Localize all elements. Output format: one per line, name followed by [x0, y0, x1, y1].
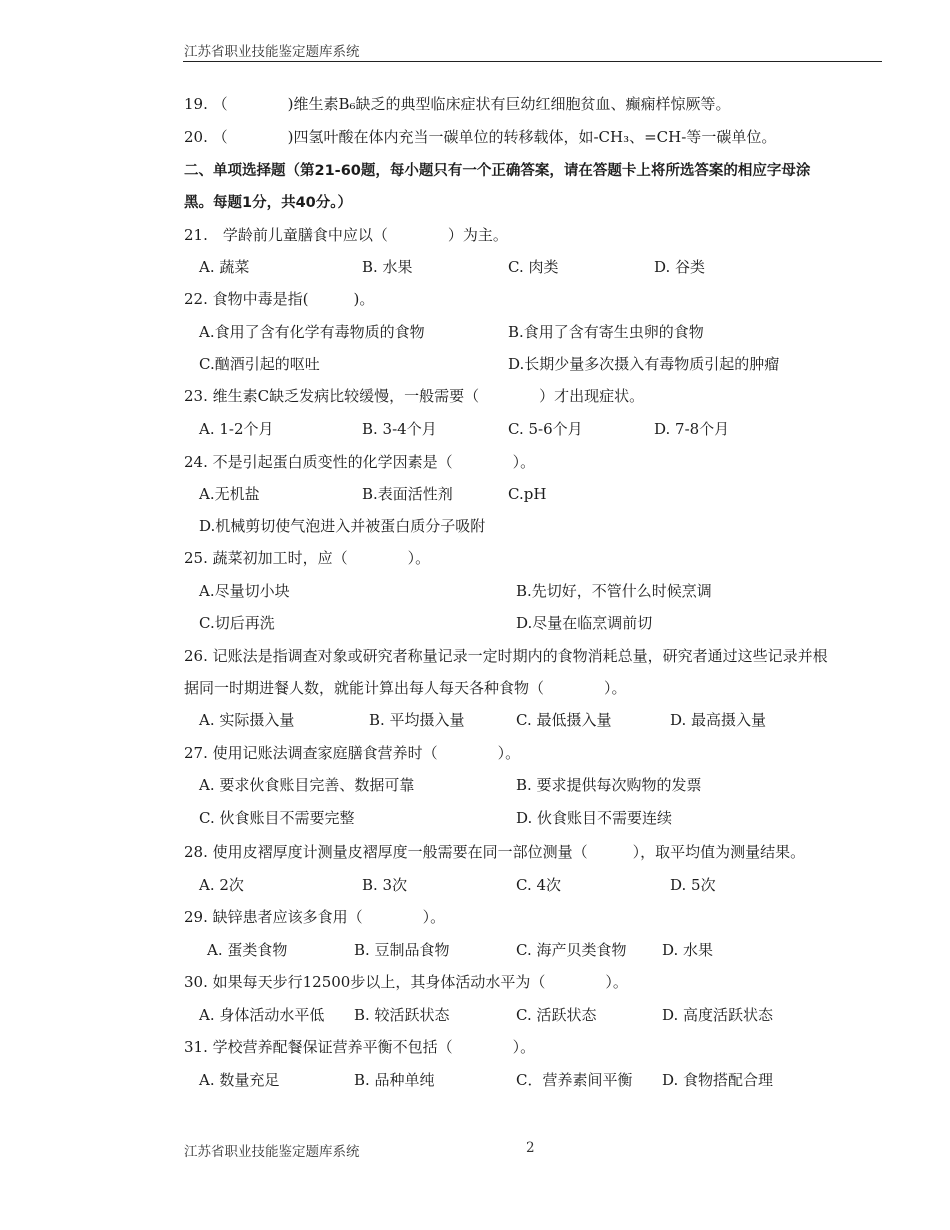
- question-23: 23. 维生素C缺乏发病比较缓慢，一般需要（ ）才出现症状。: [184, 387, 645, 405]
- option-31-b: B. 品种单纯: [354, 1071, 435, 1089]
- option-27-d: D. 伙食账目不需要连续: [516, 809, 673, 827]
- option-28-b: B. 3次: [362, 876, 408, 894]
- question-20: 20. （ )四氢叶酸在体内充当一碳单位的转移载体，如-CH₃、=CH-等一碳单位。: [184, 128, 777, 146]
- question-26-line1: 26. 记账法是指调查对象或研究者称量记录一定时期内的食物消耗总量，研究者通过这些记录并根: [184, 647, 828, 665]
- option-23-b: B. 3-4个月: [362, 420, 437, 438]
- option-29-b: B. 豆制品食物: [354, 941, 450, 959]
- question-29: 29. 缺锌患者应该多食用（ ）。: [184, 908, 446, 926]
- question-27: 27. 使用记账法调查家庭膳食营养时（ ）。: [184, 744, 521, 762]
- option-22-a: A.食用了含有化学有毒物质的食物: [199, 323, 425, 341]
- option-30-b: B. 较活跃状态: [354, 1006, 450, 1024]
- question-24: 24. 不是引起蛋白质变性的化学因素是（ ）。: [184, 453, 536, 471]
- option-24-a: A.无机盐: [199, 485, 260, 503]
- option-25-a: A.尽量切小块: [199, 582, 290, 600]
- option-29-d: D. 水果: [662, 941, 714, 959]
- option-29-c: C. 海产贝类食物: [516, 941, 627, 959]
- option-25-b: B.先切好，不管什么时候烹调: [516, 582, 712, 600]
- option-22-d: D.长期少量多次摄入有毒物质引起的肿瘤: [508, 355, 780, 373]
- question-22: 22. 食物中毒是指( )。: [184, 290, 375, 308]
- option-24-b: B.表面活性剂: [362, 485, 453, 503]
- section-2-heading-line1: 二、单项选择题（第21-60题，每小题只有一个正确答案，请在答题卡上将所选答案的相应字母涂: [184, 163, 811, 179]
- option-23-a: A. 1-2个月: [199, 420, 274, 438]
- option-30-d: D. 高度活跃状态: [662, 1006, 774, 1024]
- option-29-a: A. 蛋类食物: [207, 941, 288, 959]
- option-24-d: D.机械剪切使气泡进入并被蛋白质分子吸附: [199, 517, 486, 535]
- option-23-c: C. 5-6个月: [508, 420, 583, 438]
- option-27-c: C. 伙食账目不需要完整: [199, 809, 355, 827]
- option-27-a: A. 要求伙食账目完善、数据可靠: [199, 776, 415, 794]
- option-23-d: D. 7-8个月: [654, 420, 730, 438]
- question-30: 30. 如果每天步行12500步以上，其身体活动水平为（ ）。: [184, 973, 628, 991]
- question-25: 25. 蔬菜初加工时，应（ ）。: [184, 549, 431, 567]
- section-2-heading-line2: 黑。每题1分，共40分。）: [184, 195, 353, 211]
- option-28-a: A. 2次: [199, 876, 244, 894]
- page-number: 2: [526, 1140, 535, 1156]
- option-26-a: A. 实际摄入量: [199, 711, 295, 729]
- option-21-d: D. 谷类: [654, 258, 706, 276]
- question-28: 28. 使用皮褶厚度计测量皮褶厚度一般需要在同一部位测量（ ），取平均值为测量结果。: [184, 843, 806, 861]
- option-25-c: C.切后再洗: [199, 614, 275, 632]
- option-31-d: D. 食物搭配合理: [662, 1071, 774, 1089]
- option-21-a: A. 蔬菜: [199, 258, 250, 276]
- option-30-a: A. 身体活动水平低: [199, 1006, 325, 1024]
- header-rule: [183, 61, 882, 62]
- question-31: 31. 学校营养配餐保证营养平衡不包括（ ）。: [184, 1038, 536, 1056]
- option-21-b: B. 水果: [362, 258, 413, 276]
- question-19: 19. （ )维生素B₆缺乏的典型临床症状有巨幼红细胞贫血、癫痫样惊厥等。: [184, 95, 731, 113]
- option-26-c: C. 最低摄入量: [516, 711, 612, 729]
- option-28-d: D. 5次: [670, 876, 716, 894]
- option-30-c: C. 活跃状态: [516, 1006, 597, 1024]
- option-26-b: B. 平均摄入量: [369, 711, 465, 729]
- option-22-b: B.食用了含有寄生虫卵的食物: [508, 323, 704, 341]
- option-26-d: D. 最高摄入量: [670, 711, 767, 729]
- footer-title: 江苏省职业技能鉴定题库系统: [184, 1144, 360, 1160]
- option-25-d: D.尽量在临烹调前切: [516, 614, 653, 632]
- option-21-c: C. 肉类: [508, 258, 559, 276]
- question-21: 21. 学龄前儿童膳食中应以（ ）为主。: [184, 226, 508, 244]
- header-title: 江苏省职业技能鉴定题库系统: [184, 44, 360, 60]
- option-28-c: C. 4次: [516, 876, 562, 894]
- option-24-c: C.pH: [508, 485, 547, 503]
- option-31-a: A. 数量充足: [199, 1071, 280, 1089]
- question-26-line2: 据同一时期进餐人数，就能计算出每人每天各种食物（ ）。: [184, 679, 627, 697]
- option-31-c: C．营养素间平衡: [516, 1071, 633, 1089]
- option-27-b: B. 要求提供每次购物的发票: [516, 776, 702, 794]
- option-22-c: C.酗酒引起的呕吐: [199, 355, 320, 373]
